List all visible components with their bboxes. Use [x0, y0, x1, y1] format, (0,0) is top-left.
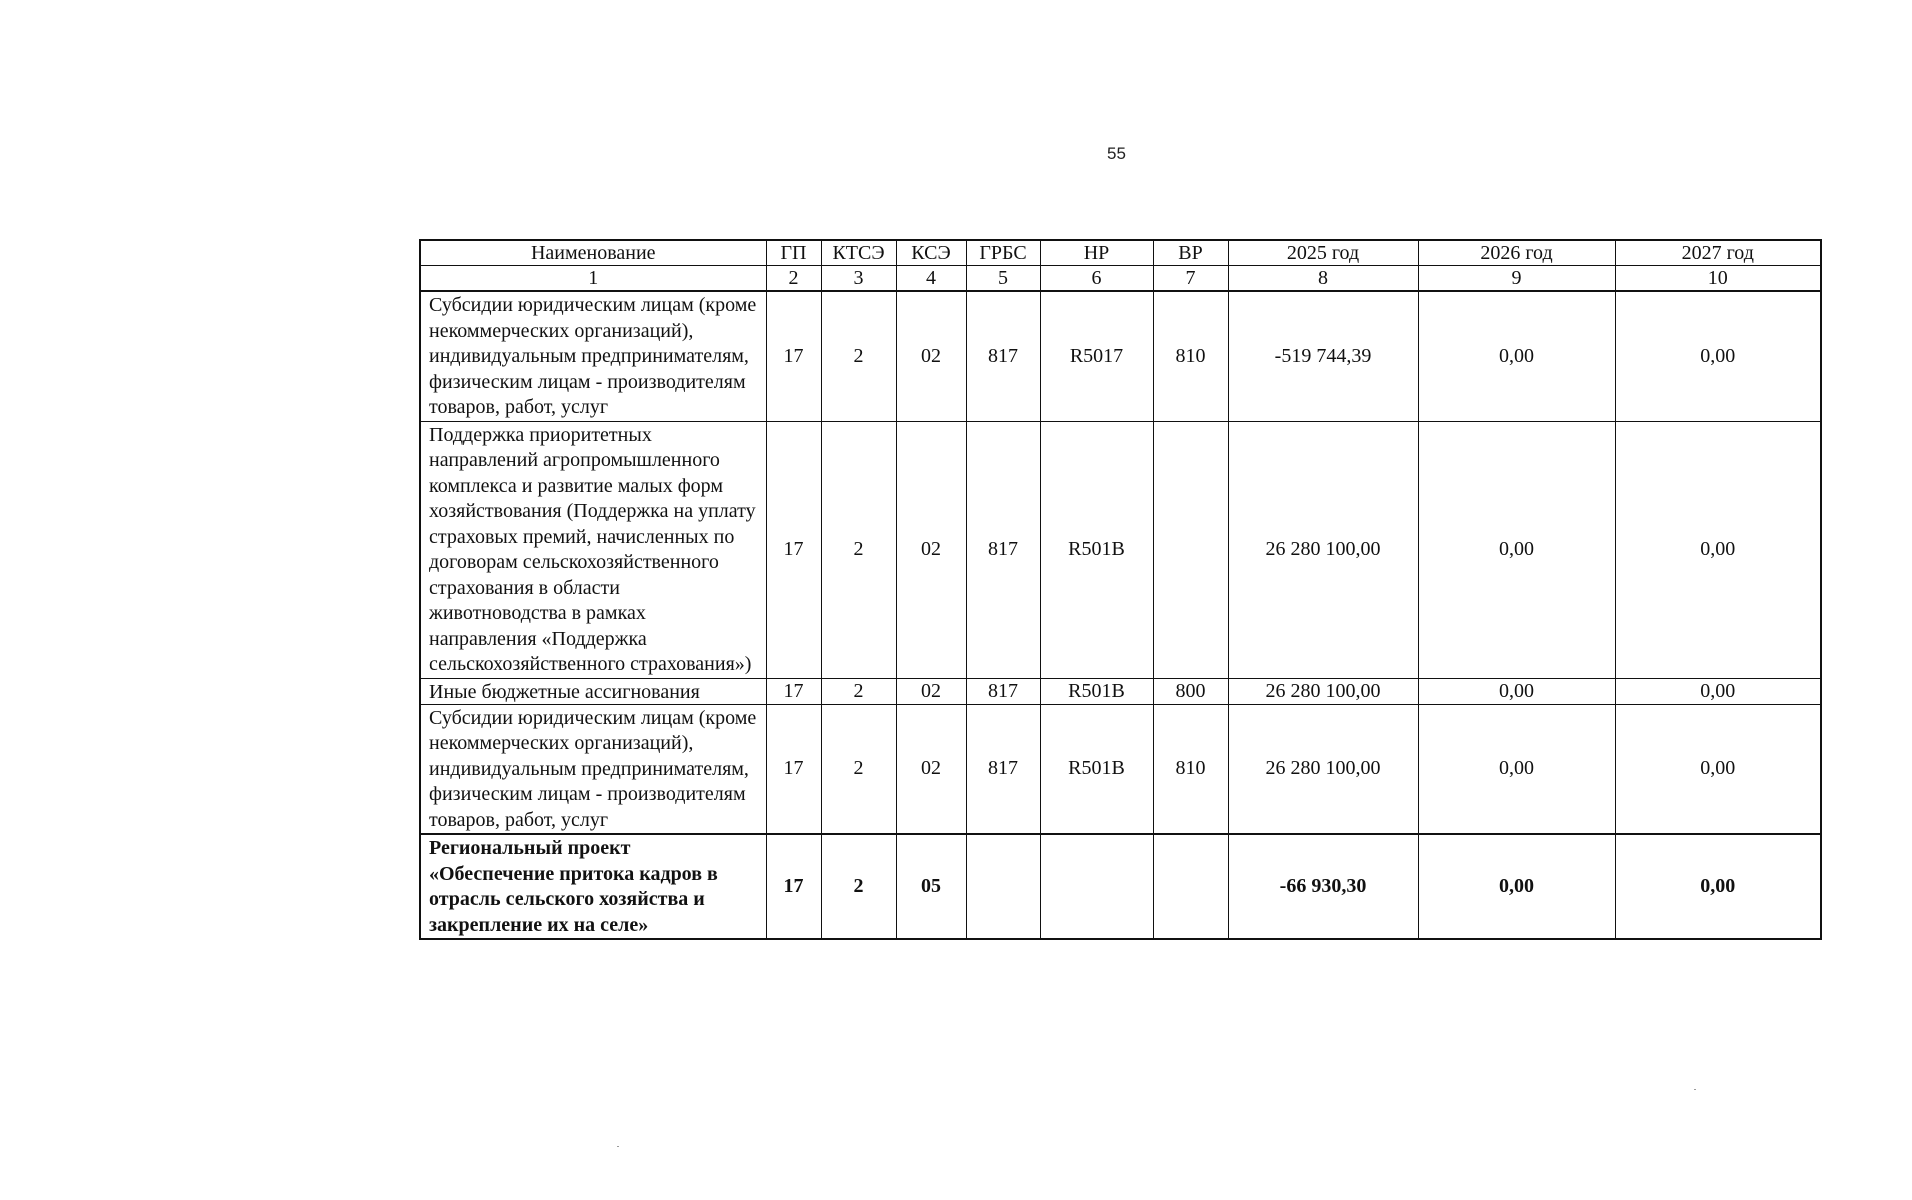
- cell-2027: 0,00: [1615, 678, 1821, 704]
- cell-kse: 02: [896, 678, 966, 704]
- cell-grbs: 817: [966, 678, 1040, 704]
- cell-gp: 17: [766, 421, 821, 678]
- cell-2027: 0,00: [1615, 291, 1821, 421]
- cell-nr: R501B: [1040, 678, 1153, 704]
- cell-gp: 17: [766, 704, 821, 834]
- header-ktse: КТСЭ: [821, 240, 896, 266]
- cell-grbs: 817: [966, 704, 1040, 834]
- cell-kse: 02: [896, 421, 966, 678]
- header-2026: 2026 год: [1418, 240, 1615, 266]
- cell-grbs: 817: [966, 421, 1040, 678]
- cell-gp: 17: [766, 291, 821, 421]
- cell-2025: 26 280 100,00: [1228, 421, 1418, 678]
- cell-grbs: [966, 834, 1040, 939]
- table-row: [420, 291, 1821, 421]
- cell-ktse: 2: [821, 834, 896, 939]
- row-name: Субсидии юридическим лицам (кроме некоммерческих организаций), индивидуальным предпринимателям, физическим лицам - производителям товаров, работ, услуг: [420, 291, 766, 421]
- cell-ktse: 2: [821, 291, 896, 421]
- column-number: 2: [766, 266, 821, 292]
- header-gp: ГП: [766, 240, 821, 266]
- header-grbs: ГРБС: [966, 240, 1040, 266]
- column-number: 6: [1040, 266, 1153, 292]
- cell-2025: -519 744,39: [1228, 291, 1418, 421]
- column-number: 10: [1615, 266, 1821, 292]
- cell-2027: 0,00: [1615, 834, 1821, 939]
- table-header-row: [420, 240, 1821, 266]
- cell-nr: [1040, 834, 1153, 939]
- row-name: Субсидии юридическим лицам (кроме некоммерческих организаций), индивидуальным предпринимателям, физическим лицам - производителям товаров, работ, услуг: [420, 704, 766, 834]
- table-row: [420, 421, 1821, 678]
- cell-ktse: 2: [821, 421, 896, 678]
- column-number: 9: [1418, 266, 1615, 292]
- cell-2027: 0,00: [1615, 421, 1821, 678]
- column-number: 4: [896, 266, 966, 292]
- cell-2025: -66 930,30: [1228, 834, 1418, 939]
- cell-gp: 17: [766, 678, 821, 704]
- header-kse: КСЭ: [896, 240, 966, 266]
- column-number-row: [420, 266, 1821, 292]
- cell-vr: 810: [1153, 291, 1228, 421]
- cell-vr: 800: [1153, 678, 1228, 704]
- cell-kse: 02: [896, 704, 966, 834]
- cell-2026: 0,00: [1418, 678, 1615, 704]
- row-name: Поддержка приоритетных направлений агропромышленного комплекса и развитие малых форм хозяйствования (Поддержка на уплату страховых премий, начисленных по договорам сельскохозяйственного страхования в области животноводства в рамках направления «Поддержка сельскохозяйственного страхования»): [420, 421, 766, 678]
- column-number: 3: [821, 266, 896, 292]
- header-2027: 2027 год: [1615, 240, 1821, 266]
- cell-vr: [1153, 421, 1228, 678]
- cell-2026: 0,00: [1418, 834, 1615, 939]
- cell-2025: 26 280 100,00: [1228, 704, 1418, 834]
- row-name: Иные бюджетные ассигнования: [420, 678, 766, 704]
- cell-ktse: 2: [821, 678, 896, 704]
- row-name: Региональный проект «Обеспечение притока кадров в отрасль сельского хозяйства и закрепление их на селе»: [420, 834, 766, 939]
- column-number: 8: [1228, 266, 1418, 292]
- column-number: 5: [966, 266, 1040, 292]
- cell-ktse: 2: [821, 704, 896, 834]
- cell-2026: 0,00: [1418, 421, 1615, 678]
- header-name: Наименование: [420, 240, 766, 266]
- cell-nr: R501B: [1040, 704, 1153, 834]
- cell-kse: 02: [896, 291, 966, 421]
- header-vr: ВР: [1153, 240, 1228, 266]
- table-row: [420, 704, 1821, 834]
- cell-nr: R5017: [1040, 291, 1153, 421]
- budget-table: [419, 239, 1822, 940]
- cell-gp: 17: [766, 834, 821, 939]
- cell-kse: 05: [896, 834, 966, 939]
- cell-vr: 810: [1153, 704, 1228, 834]
- column-number: 1: [420, 266, 766, 292]
- cell-vr: [1153, 834, 1228, 939]
- table-row: [420, 678, 1821, 704]
- column-number: 7: [1153, 266, 1228, 292]
- table-row: [420, 834, 1821, 939]
- scan-speck: [617, 1146, 619, 1147]
- cell-2025: 26 280 100,00: [1228, 678, 1418, 704]
- scan-speck: [1694, 1089, 1696, 1090]
- cell-nr: R501B: [1040, 421, 1153, 678]
- cell-2026: 0,00: [1418, 704, 1615, 834]
- cell-2026: 0,00: [1418, 291, 1615, 421]
- page-number: 55: [1107, 144, 1126, 163]
- cell-grbs: 817: [966, 291, 1040, 421]
- header-2025: 2025 год: [1228, 240, 1418, 266]
- header-nr: НР: [1040, 240, 1153, 266]
- cell-2027: 0,00: [1615, 704, 1821, 834]
